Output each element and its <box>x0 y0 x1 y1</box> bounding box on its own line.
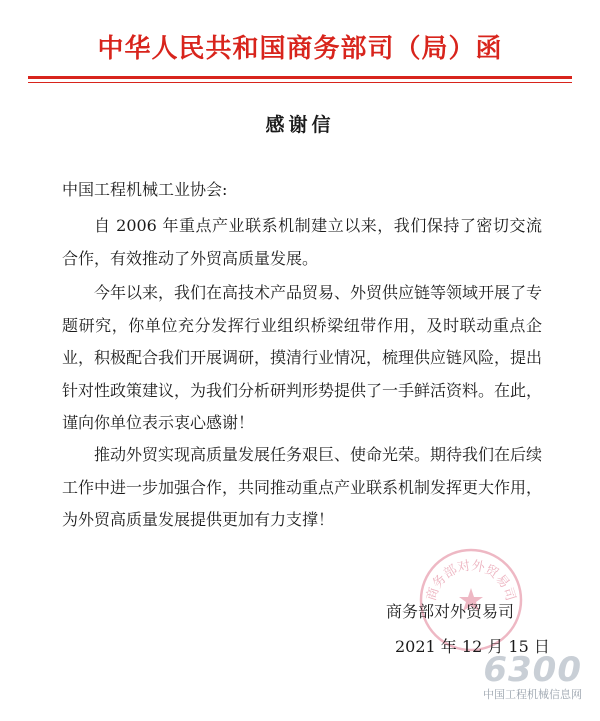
watermark-number: 6300 <box>483 650 582 690</box>
site-watermark <box>442 652 582 702</box>
sender-name: 商务部对外贸易司 <box>386 602 515 621</box>
paragraph-1: 自 2006 年重点产业联系机制建立以来，我们保持了密切交流合作，有效推动了外贸高质量发展。 <box>62 216 542 268</box>
salutation: 中国工程机械工业协会: <box>62 180 228 199</box>
letterhead-title: 中华人民共和国商务部司（局）函 <box>97 34 503 64</box>
document-title: 感谢信 <box>265 114 335 136</box>
paragraph-2: 今年以来，我们在高技术产品贸易、外贸供应链等领域开展了专题研究，你单位充分发挥行业组织桥梁纽带作用，及时联动重点企业，积极配合我们开展调研，摸清行业情况，梳理供应链风险，提出针对性政策建议，为我们分析研判形势提供了一手鲜活资料。在此，谨向你单位表示衷心感谢！ <box>62 283 543 432</box>
letterhead-rule-thin <box>28 82 572 83</box>
letterhead-rule-thick <box>28 76 572 79</box>
watermark-site-name: 中国工程机械信息网 <box>483 688 582 701</box>
paragraph-3: 推动外贸实现高质量发展任务艰巨、使命光荣。期待我们在后续工作中进一步加强合作，共同推动重点产业联系机制发挥更大作用，为外贸高质量发展提供更加有力支撑！ <box>62 445 543 529</box>
letter-date: 2021 年 12 月 15 日 <box>395 637 550 656</box>
svg-text:商务部对外贸易司: 商务部对外贸易司 <box>424 558 518 603</box>
